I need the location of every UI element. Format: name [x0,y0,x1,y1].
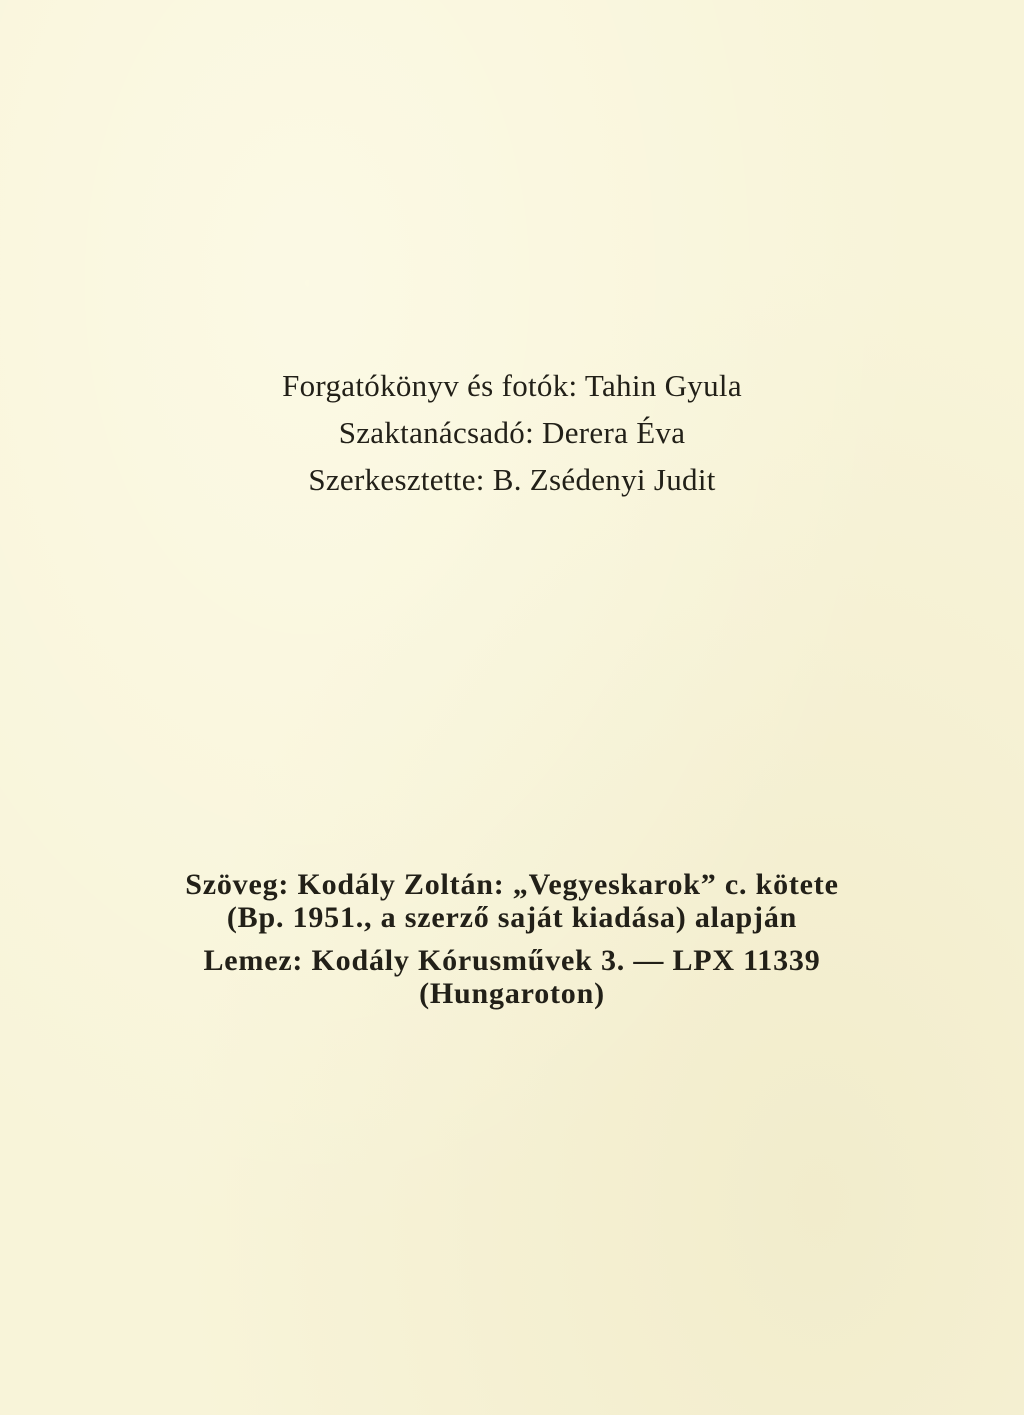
credit-script-photos: Forgatókönyv és fotók: Tahin Gyula [282,368,742,403]
sources-block [0,868,1024,1010]
record-line-1: Lemez: Kodály Kórusművek 3. — LPX 11339 [203,944,821,977]
source-text-line-2: (Bp. 1951., a szerző saját kiadása) alapján [226,901,798,934]
source-text-line-1: Szöveg: Kodály Zoltán: „Vegyeskarok” c. kötete [185,868,839,901]
credit-advisor: Szaktanácsadó: Derera Éva [338,415,686,450]
credits-block [0,362,1024,503]
spacer [0,934,1024,944]
credit-editor: Szerkesztette: B. Zsédenyi Judit [308,462,716,497]
record-line-2: (Hungaroton) [419,977,605,1010]
